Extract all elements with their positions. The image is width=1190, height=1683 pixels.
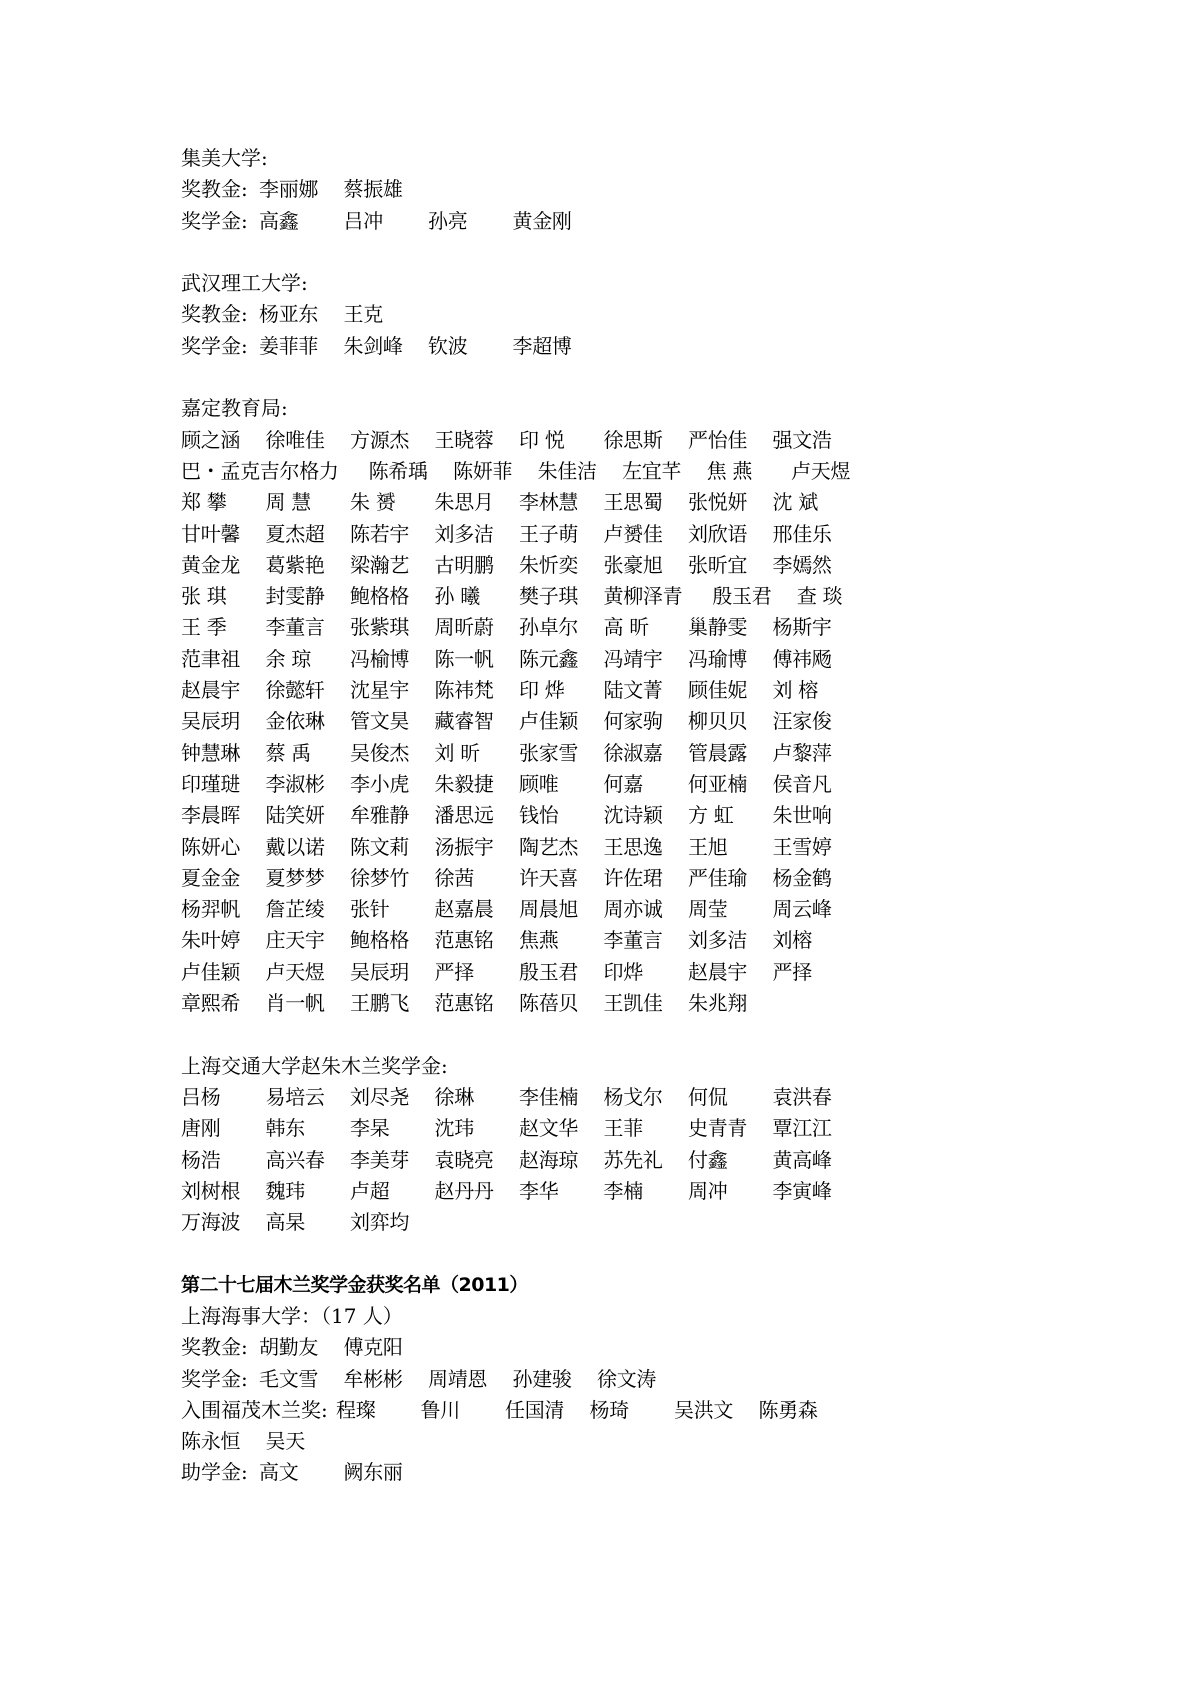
person-name: 陈若宇 [350, 521, 410, 546]
person-name: 潘思远 [434, 803, 494, 828]
person-name: 顾佳妮 [688, 678, 748, 703]
person-name: 赵晨宇 [181, 678, 241, 703]
person-name: 朱思月 [434, 490, 494, 515]
person-name: 赵丹丹 [434, 1178, 494, 1203]
row-prefix-label: 奖学金: [181, 333, 248, 358]
person-name: 张紫琪 [350, 615, 410, 640]
person-name: 何嘉 [603, 771, 643, 796]
person-name: 许天喜 [519, 865, 579, 890]
person-name: 徐唯佳 [265, 427, 325, 452]
row-prefix-label: 助学金: [181, 1460, 248, 1485]
person-name: 任国清 [505, 1397, 565, 1422]
person-name: 李楠 [603, 1178, 643, 1203]
person-name: 詹芷绫 [265, 897, 325, 922]
person-name: 袁洪春 [772, 1084, 832, 1109]
name-row [181, 174, 1081, 205]
person-name: 阙东丽 [343, 1460, 403, 1485]
person-name: 张悦妍 [688, 490, 748, 515]
person-name: 严择 [772, 959, 812, 984]
person-name: 张家雪 [519, 740, 579, 765]
person-name: 杨亚东 [259, 302, 319, 327]
person-name: 郑 攀 [181, 490, 227, 515]
person-name: 易培云 [265, 1084, 325, 1109]
person-name: 樊子琪 [519, 584, 579, 609]
person-name: 覃江江 [772, 1116, 832, 1141]
person-name: 朱剑峰 [343, 333, 403, 358]
person-name: 吴辰玥 [181, 709, 241, 734]
person-name: 钱怡 [519, 803, 559, 828]
person-name: 许佐珺 [603, 865, 663, 890]
person-name: 黄金龙 [181, 552, 241, 577]
person-name: 杨金鹤 [772, 865, 832, 890]
person-name: 吴洪文 [674, 1397, 734, 1422]
person-name: 蔡 禹 [265, 740, 311, 765]
person-name: 苏先礼 [603, 1147, 663, 1172]
person-name: 张 琪 [181, 584, 227, 609]
person-name: 陈祎梵 [434, 678, 494, 703]
person-name: 高文 [259, 1460, 299, 1485]
person-name: 李丽娜 [259, 177, 319, 202]
person-name: 李董言 [603, 928, 663, 953]
person-name: 周莹 [688, 897, 728, 922]
person-name: 严佳瑜 [688, 865, 748, 890]
person-name: 李嫣然 [772, 552, 832, 577]
person-name: 刘尽尧 [350, 1084, 410, 1109]
person-name: 蔡振雄 [343, 177, 403, 202]
person-name: 肖一帆 [265, 991, 325, 1016]
name-row [181, 1457, 1081, 1488]
person-name: 卢天煜 [791, 458, 851, 483]
person-name: 严怡佳 [688, 427, 748, 452]
person-name: 冯榆博 [350, 646, 410, 671]
person-name: 范惠铭 [434, 928, 494, 953]
person-name: 吴俊杰 [350, 740, 410, 765]
person-name: 夏杰超 [265, 521, 325, 546]
person-name: 李林慧 [519, 490, 579, 515]
person-name: 卢赟佳 [603, 521, 663, 546]
person-name: 印 悦 [519, 427, 565, 452]
row-prefix-label: 奖教金: [181, 302, 248, 327]
name-row [181, 925, 1081, 956]
row-prefix-label: 奖学金: [181, 208, 248, 233]
person-name: 唐刚 [181, 1116, 221, 1141]
person-name: 王雪婷 [772, 834, 832, 859]
person-name: 赵嘉晨 [434, 897, 494, 922]
row-prefix-label: 入围福茂木兰奖: [181, 1397, 328, 1422]
name-row [181, 206, 1081, 237]
person-name: 黄金刚 [512, 208, 572, 233]
person-name: 朱 赟 [350, 490, 396, 515]
person-name: 韩东 [265, 1116, 305, 1141]
person-name: 何家驹 [603, 709, 663, 734]
person-name: 卢天煜 [265, 959, 325, 984]
name-row [181, 425, 1081, 456]
person-name: 侯音凡 [772, 771, 832, 796]
person-name: 刘树根 [181, 1178, 241, 1203]
name-row [181, 456, 1081, 487]
person-name: 程璨 [336, 1397, 376, 1422]
person-name: 夏梦梦 [265, 865, 325, 890]
person-name: 王鹏飞 [350, 991, 410, 1016]
person-name: 查 琰 [796, 584, 843, 609]
person-name: 杨浩 [181, 1147, 221, 1172]
person-name: 黄柳泽青 [603, 584, 683, 609]
person-name: 万海波 [181, 1210, 241, 1235]
name-row [181, 581, 1081, 612]
person-name: 高兴春 [265, 1147, 325, 1172]
person-name: 管晨露 [688, 740, 748, 765]
person-name: 刘多洁 [434, 521, 494, 546]
person-name: 赵晨宇 [688, 959, 748, 984]
person-name: 殷玉君 [712, 584, 772, 609]
section-title: 上海海事大学：（17 人） [181, 1303, 403, 1328]
person-name: 毛文雪 [259, 1366, 319, 1391]
person-name: 周昕蔚 [434, 615, 494, 640]
person-name: 夏金金 [181, 865, 241, 890]
person-name: 焦燕 [519, 928, 559, 953]
person-name: 庄天宇 [265, 928, 325, 953]
person-name: 朱佳洁 [537, 458, 597, 483]
person-name: 何侃 [688, 1084, 728, 1109]
section-title: 嘉定教育局: [181, 396, 288, 421]
person-name: 章熙希 [181, 991, 241, 1016]
person-name: 孙建骏 [512, 1366, 572, 1391]
person-name: 傅祎飏 [772, 646, 832, 671]
name-row [181, 331, 1081, 362]
row-prefix-label: 奖教金: [181, 1335, 248, 1360]
person-name: 李晨晖 [181, 803, 241, 828]
person-name: 陈永恒 [181, 1429, 241, 1454]
name-row [181, 1207, 1081, 1238]
person-name: 卢佳颖 [519, 709, 579, 734]
person-name: 朱兆翔 [688, 991, 748, 1016]
person-name: 王 季 [181, 615, 227, 640]
name-row [181, 675, 1081, 706]
person-name: 戴以诺 [265, 834, 325, 859]
person-name: 钦波 [428, 333, 468, 358]
person-name: 徐琳 [434, 1084, 474, 1109]
name-row [181, 800, 1081, 831]
person-name: 牟雅静 [350, 803, 410, 828]
person-name: 王菲 [603, 1116, 643, 1141]
person-name: 陈文莉 [350, 834, 410, 859]
person-name: 陶艺杰 [519, 834, 579, 859]
person-name: 何亚楠 [688, 771, 748, 796]
person-name: 卢超 [350, 1178, 390, 1203]
blank-line [181, 1238, 1081, 1269]
person-name: 李小虎 [350, 771, 410, 796]
person-name: 杨斯宇 [772, 615, 832, 640]
name-row [181, 988, 1081, 1019]
person-name: 牟彬彬 [343, 1366, 403, 1391]
person-name: 鲍格格 [350, 928, 410, 953]
name-row [181, 832, 1081, 863]
person-name: 严择 [434, 959, 474, 984]
person-name: 李寅峰 [772, 1178, 832, 1203]
person-name: 王思逸 [603, 834, 663, 859]
blank-line [181, 237, 1081, 268]
person-name: 范惠铭 [434, 991, 494, 1016]
name-row [181, 1082, 1081, 1113]
name-row [181, 738, 1081, 769]
person-name: 姜菲菲 [259, 333, 319, 358]
person-name: 李华 [519, 1178, 559, 1203]
person-name: 梁瀚艺 [350, 552, 410, 577]
person-name: 徐淑嘉 [603, 740, 663, 765]
person-name: 孙 曦 [434, 584, 480, 609]
person-name: 徐懿轩 [265, 678, 325, 703]
person-name: 陈希瑀 [368, 458, 428, 483]
name-row [181, 894, 1081, 925]
person-name: 杨戈尔 [603, 1084, 663, 1109]
person-name: 陆笑妍 [265, 803, 325, 828]
person-name: 藏睿智 [434, 709, 494, 734]
person-name: 甘叶馨 [181, 521, 241, 546]
person-name: 焦 燕 [706, 458, 753, 483]
person-name: 印烨 [603, 959, 643, 984]
person-name: 印 烨 [519, 678, 565, 703]
person-name: 强文浩 [772, 427, 832, 452]
name-row [181, 769, 1081, 800]
person-name: 李美芽 [350, 1147, 410, 1172]
person-name: 朱叶婷 [181, 928, 241, 953]
person-name: 邢佳乐 [772, 521, 832, 546]
person-name: 吕冲 [343, 208, 383, 233]
person-name: 鲍格格 [350, 584, 410, 609]
person-name: 封雯静 [265, 584, 325, 609]
person-name: 高 昕 [603, 615, 649, 640]
name-row [181, 706, 1081, 737]
person-name: 王思蜀 [603, 490, 663, 515]
name-row [181, 1395, 1081, 1426]
person-name: 高鑫 [259, 208, 299, 233]
award-list-content [181, 143, 1081, 1489]
person-name: 刘弈均 [350, 1210, 410, 1235]
person-name: 陈妍菲 [453, 458, 513, 483]
person-name: 傅克阳 [343, 1335, 403, 1360]
person-name: 朱毅捷 [434, 771, 494, 796]
person-name: 赵海琼 [519, 1147, 579, 1172]
person-name: 朱忻奕 [519, 552, 579, 577]
name-row [181, 519, 1081, 550]
name-row [181, 487, 1081, 518]
person-name: 周 慧 [265, 490, 311, 515]
name-row [181, 550, 1081, 581]
person-name: 高杲 [265, 1210, 305, 1235]
person-name: 方 虹 [688, 803, 734, 828]
person-name: 顾之涵 [181, 427, 241, 452]
person-name: 李佳楠 [519, 1084, 579, 1109]
person-name: 卢佳颖 [181, 959, 241, 984]
person-name: 周靖恩 [428, 1366, 488, 1391]
person-name: 沈星宇 [350, 678, 410, 703]
name-row [181, 863, 1081, 894]
person-name: 卢黎萍 [772, 740, 832, 765]
section-title: 上海交通大学赵朱木兰奖学金: [181, 1053, 448, 1078]
name-row [181, 1364, 1081, 1395]
person-name: 魏玮 [265, 1178, 305, 1203]
person-name: 王子萌 [519, 521, 579, 546]
person-name: 周晨旭 [519, 897, 579, 922]
name-row [181, 1332, 1081, 1363]
award-year-heading: 第二十七届木兰奖学金获奖名单（2011） [181, 1273, 528, 1296]
person-name: 李淑彬 [265, 771, 325, 796]
section-title: 武汉理工大学: [181, 271, 308, 296]
person-name: 李超博 [512, 333, 572, 358]
person-name: 顾唯 [519, 771, 559, 796]
person-name: 刘 榕 [772, 678, 818, 703]
person-name: 刘 昕 [434, 740, 480, 765]
person-name: 吴辰玥 [350, 959, 410, 984]
person-name: 李杲 [350, 1116, 390, 1141]
name-row [181, 1113, 1081, 1144]
person-name: 吴天 [265, 1429, 305, 1454]
person-name: 徐文涛 [597, 1366, 657, 1391]
person-name: 陈妍心 [181, 834, 241, 859]
person-name: 鲁川 [420, 1397, 460, 1422]
person-name: 殷玉君 [519, 959, 579, 984]
person-name: 巢静雯 [688, 615, 748, 640]
row-prefix-label: 奖教金: [181, 177, 248, 202]
person-name: 吕杨 [181, 1084, 221, 1109]
person-name: 周云峰 [772, 897, 832, 922]
person-name: 黄高峰 [772, 1147, 832, 1172]
person-name: 巴・孟克吉尔格力 [181, 458, 339, 483]
person-name: 范聿祖 [181, 646, 241, 671]
person-name: 胡勤友 [259, 1335, 319, 1360]
person-name: 李董言 [265, 615, 325, 640]
person-name: 刘欣语 [688, 521, 748, 546]
person-name: 朱世响 [772, 803, 832, 828]
name-row [181, 1176, 1081, 1207]
person-name: 陈一帆 [434, 646, 494, 671]
person-name: 陈蓓贝 [519, 991, 579, 1016]
person-name: 金依琳 [265, 709, 325, 734]
person-name: 杨羿帆 [181, 897, 241, 922]
person-name: 古明鹏 [434, 552, 494, 577]
name-row [181, 957, 1081, 988]
person-name: 冯靖宇 [603, 646, 663, 671]
person-name: 王克 [343, 302, 383, 327]
person-name: 汪家俊 [772, 709, 832, 734]
person-name: 刘榕 [772, 928, 812, 953]
person-name: 袁晓亮 [434, 1147, 494, 1172]
person-name: 周亦诚 [603, 897, 663, 922]
person-name: 赵文华 [519, 1116, 579, 1141]
name-row [181, 1426, 1081, 1457]
person-name: 汤振宇 [434, 834, 494, 859]
person-name: 陈元鑫 [519, 646, 579, 671]
person-name: 沈 斌 [772, 490, 818, 515]
person-name: 刘多洁 [688, 928, 748, 953]
person-name: 徐梦竹 [350, 865, 410, 890]
person-name: 周冲 [688, 1178, 728, 1203]
person-name: 葛紫艳 [265, 552, 325, 577]
person-name: 史青青 [688, 1116, 748, 1141]
name-row [181, 612, 1081, 643]
person-name: 孙亮 [428, 208, 468, 233]
person-name: 张昕宜 [688, 552, 748, 577]
person-name: 方源杰 [350, 427, 410, 452]
row-prefix-label: 奖学金: [181, 1366, 248, 1391]
name-row [181, 299, 1081, 330]
person-name: 沈诗颖 [603, 803, 663, 828]
person-name: 王旭 [688, 834, 728, 859]
name-row [181, 1145, 1081, 1176]
person-name: 沈玮 [434, 1116, 474, 1141]
person-name: 杨琦 [589, 1397, 629, 1422]
blank-line [181, 362, 1081, 393]
person-name: 付鑫 [688, 1147, 728, 1172]
person-name: 陈勇森 [758, 1397, 818, 1422]
person-name: 徐思斯 [603, 427, 663, 452]
person-name: 左宜芊 [622, 458, 682, 483]
person-name: 张豪旭 [603, 552, 663, 577]
person-name: 陆文菁 [603, 678, 663, 703]
person-name: 孙卓尔 [519, 615, 579, 640]
person-name: 王凯佳 [603, 991, 663, 1016]
person-name: 柳贝贝 [688, 709, 748, 734]
person-name: 王晓蓉 [434, 427, 494, 452]
person-name: 徐茜 [434, 865, 474, 890]
section-title: 集美大学: [181, 146, 268, 170]
person-name: 余 琼 [265, 646, 311, 671]
person-name: 钟慧琳 [181, 740, 241, 765]
blank-line [181, 1019, 1081, 1050]
person-name: 管文昊 [350, 709, 410, 734]
name-row [181, 644, 1081, 675]
person-name: 张针 [350, 897, 390, 922]
person-name: 印瑾琎 [181, 771, 241, 796]
person-name: 冯瑜博 [688, 646, 748, 671]
